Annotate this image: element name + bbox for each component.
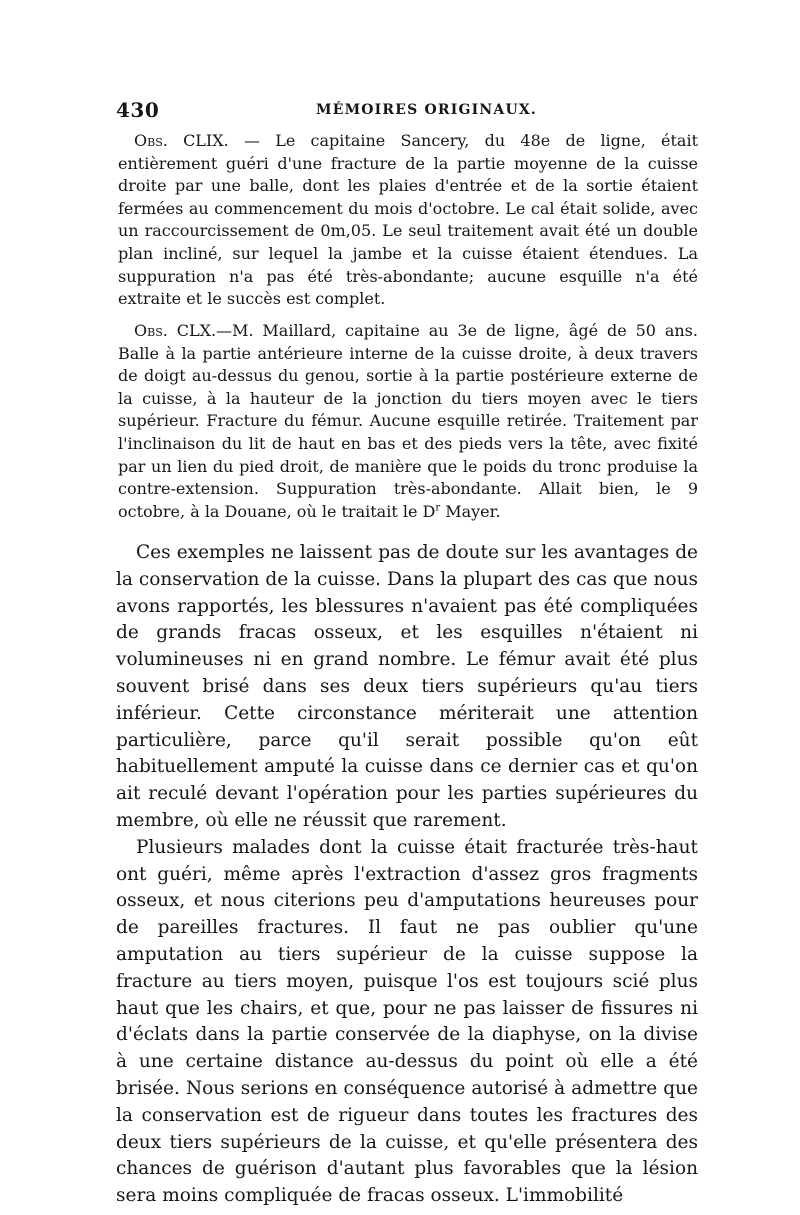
page-number: 430 xyxy=(116,98,160,122)
observation-paragraph xyxy=(118,320,698,523)
body-paragraph: Plusieurs malades dont la cuisse était fracturée très-haut ont guéri, même après l'extraction d'assez gros fragments osseux, et nous citerions peu d'amputations heureuses pour de pareilles fractures. Il faut ne pas oublier qu'une amputation au tiers supérieur de la cuisse suppose la fracture au tiers moyen, puisque l'os est toujours scié plus haut que les chairs, et que, pour ne pas laisser de fissures ni d'éclats dans la partie conservée de la diaphyse, on la divise à une certaine distance au-dessus du point où elle a été brisée. Nous serions en conséquence autorisé à admettre que la conservation est de rigueur dans toutes les fractures des deux tiers supérieurs de la cuisse, et qu'elle présentera des chances de guérison d'autant plus favorables que la lésion sera moins compliquée de fracas osseux. L'immobilité xyxy=(116,836,698,1207)
doctor-superscript: r xyxy=(435,502,441,514)
observation-dash: — xyxy=(216,321,233,340)
observation-text: M. Maillard, capitaine au 3e de ligne, âgé de 50 ans. Balle à la partie antérieure interne de la cuisse droite, à deux travers de doigt au-dessus du genou, sortie à la partie postérieure externe de la cuisse, à la hauteur de la jonction du tiers moyen avec le tiers supérieur. Fracture du fémur. Aucune esquille retirée. Traitement par l'inclinaison du lit de haut en bas et des pieds vers la tête, avec fixité par un lien du pied droit, de manière que le poids du tronc produise la contre-extension. Suppuration très-abondante. Allait bien, le 9 octobre, à la Douane, où le traitait le xyxy=(118,321,698,521)
observation-label: Obs. CLX. xyxy=(134,321,217,340)
observation-label: Obs. CLIX. xyxy=(134,131,229,150)
observation-text: Le capitaine Sancery, du 48e de ligne, était entièrement guéri d'une fracture de la partie moyenne de la cuisse droite par une balle, dont les plaies d'entrée et de la sortie étaient fermées au commencement du mois d'octobre. Le cal était solide, avec un raccourcissement de 0m,05. Le seul traitement avait été un double plan incliné, sur lequel la jambe et la cuisse étaient étendues. La suppuration n'a pas été très-abondante; aucune esquille n'a été extraite et le succès est complet. xyxy=(118,131,699,309)
observation-clx xyxy=(118,320,698,523)
running-title: MÉMOIRES ORIGINAUX. xyxy=(316,102,537,118)
doctor-abbreviation: D xyxy=(422,501,436,521)
observation-dash: — xyxy=(228,131,276,150)
main-text xyxy=(116,540,698,1210)
observation-paragraph xyxy=(118,130,698,311)
doctor-name: Mayer. xyxy=(440,501,501,521)
observation-clix xyxy=(118,130,698,311)
running-header xyxy=(116,98,696,122)
body-paragraph: Ces exemples ne laissent pas de doute sur les avantages de la conservation de la cuisse. Dans la plupart des cas que nous avons rapportés, les blessures n'avaient pas été compliquées de grands fracas osseux, et les esquilles n'étaient ni volumineuses ni en grand nombre. Le fémur avait été plus souvent brisé dans ses deux tiers supérieurs qu'au tiers inférieur. Cette circonstance mériterait une attention particulière, parce qu'il serait possible qu'on eût habituellement amputé la cuisse dans ce dernier cas et qu'on ait reculé devant l'opération pour les parties supérieures du membre, où elle ne réussit que rarement. xyxy=(116,542,698,831)
